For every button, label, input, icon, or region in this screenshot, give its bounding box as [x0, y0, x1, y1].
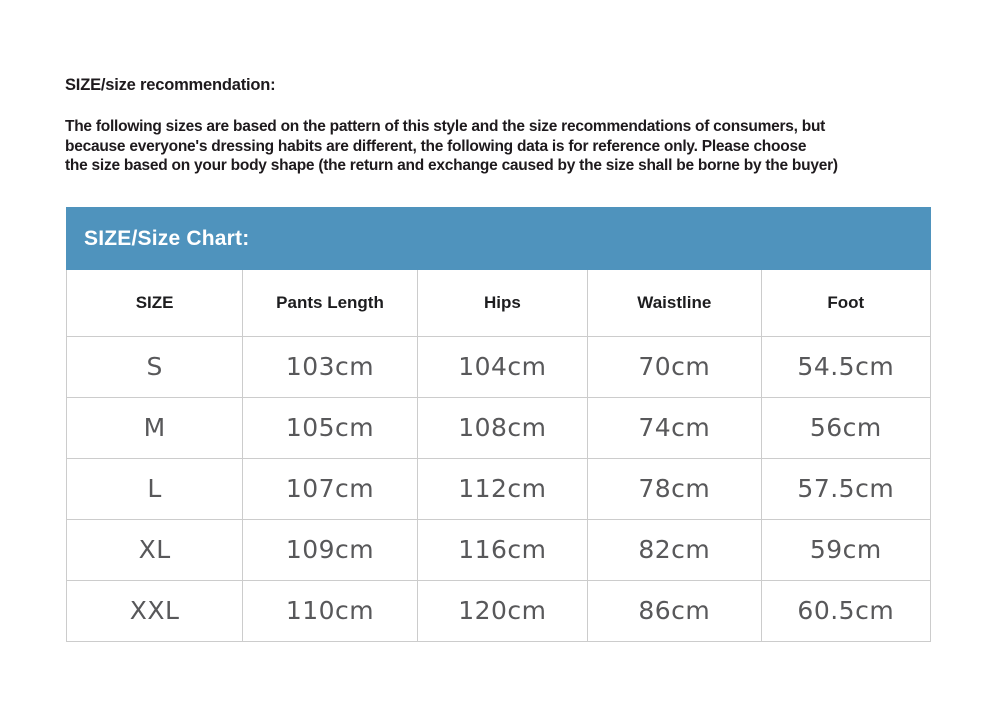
cell-hips: 108cm	[417, 397, 587, 458]
cell-waistline: 74cm	[587, 397, 761, 458]
table-row-m	[67, 397, 931, 458]
cell-waistline: 70cm	[587, 336, 761, 397]
column-header-pants-length: Pants Length	[243, 270, 418, 336]
column-header-hips: Hips	[417, 270, 587, 336]
cell-size: XXL	[67, 580, 243, 641]
cell-pants-length: 109cm	[243, 519, 418, 580]
cell-hips: 104cm	[417, 336, 587, 397]
size-chart-banner	[66, 207, 931, 270]
cell-pants-length: 105cm	[243, 397, 418, 458]
cell-size: L	[67, 458, 243, 519]
recommendation-line-2: because everyone's dressing habits are different, the following data is for reference only. Please choose	[65, 137, 807, 155]
size-recommendation-paragraph	[65, 117, 838, 176]
recommendation-line-3: the size based on your body shape (the return and exchange caused by the size shall be borne by the buyer)	[65, 157, 838, 175]
cell-waistline: 78cm	[587, 458, 761, 519]
cell-pants-length: 103cm	[243, 336, 418, 397]
cell-hips: 112cm	[417, 458, 587, 519]
column-header-waistline: Waistline	[587, 270, 761, 336]
cell-foot: 54.5cm	[761, 336, 930, 397]
cell-size: S	[67, 336, 243, 397]
cell-pants-length: 110cm	[243, 580, 418, 641]
cell-pants-length: 107cm	[243, 458, 418, 519]
cell-foot: 57.5cm	[761, 458, 930, 519]
cell-hips: 120cm	[417, 580, 587, 641]
cell-foot: 59cm	[761, 519, 930, 580]
cell-foot: 56cm	[761, 397, 930, 458]
cell-size: M	[67, 397, 243, 458]
size-chart-banner-title: SIZE/Size Chart:	[84, 226, 250, 250]
table-row-xl	[67, 519, 931, 580]
cell-foot: 60.5cm	[761, 580, 930, 641]
cell-size: XL	[67, 519, 243, 580]
cell-waistline: 86cm	[587, 580, 761, 641]
table-row-s	[67, 336, 931, 397]
table-row-l	[67, 458, 931, 519]
recommendation-line-1: The following sizes are based on the pattern of this style and the size recommendations of consumers, but	[65, 118, 826, 135]
table-header-row	[67, 270, 931, 336]
cell-hips: 116cm	[417, 519, 587, 580]
column-header-foot: Foot	[761, 270, 930, 336]
table-row-xxl	[67, 580, 931, 641]
cell-waistline: 82cm	[587, 519, 761, 580]
size-chart-table	[66, 270, 931, 642]
size-recommendation-heading: SIZE/size recommendation:	[65, 76, 276, 94]
column-header-size: SIZE	[67, 270, 243, 336]
